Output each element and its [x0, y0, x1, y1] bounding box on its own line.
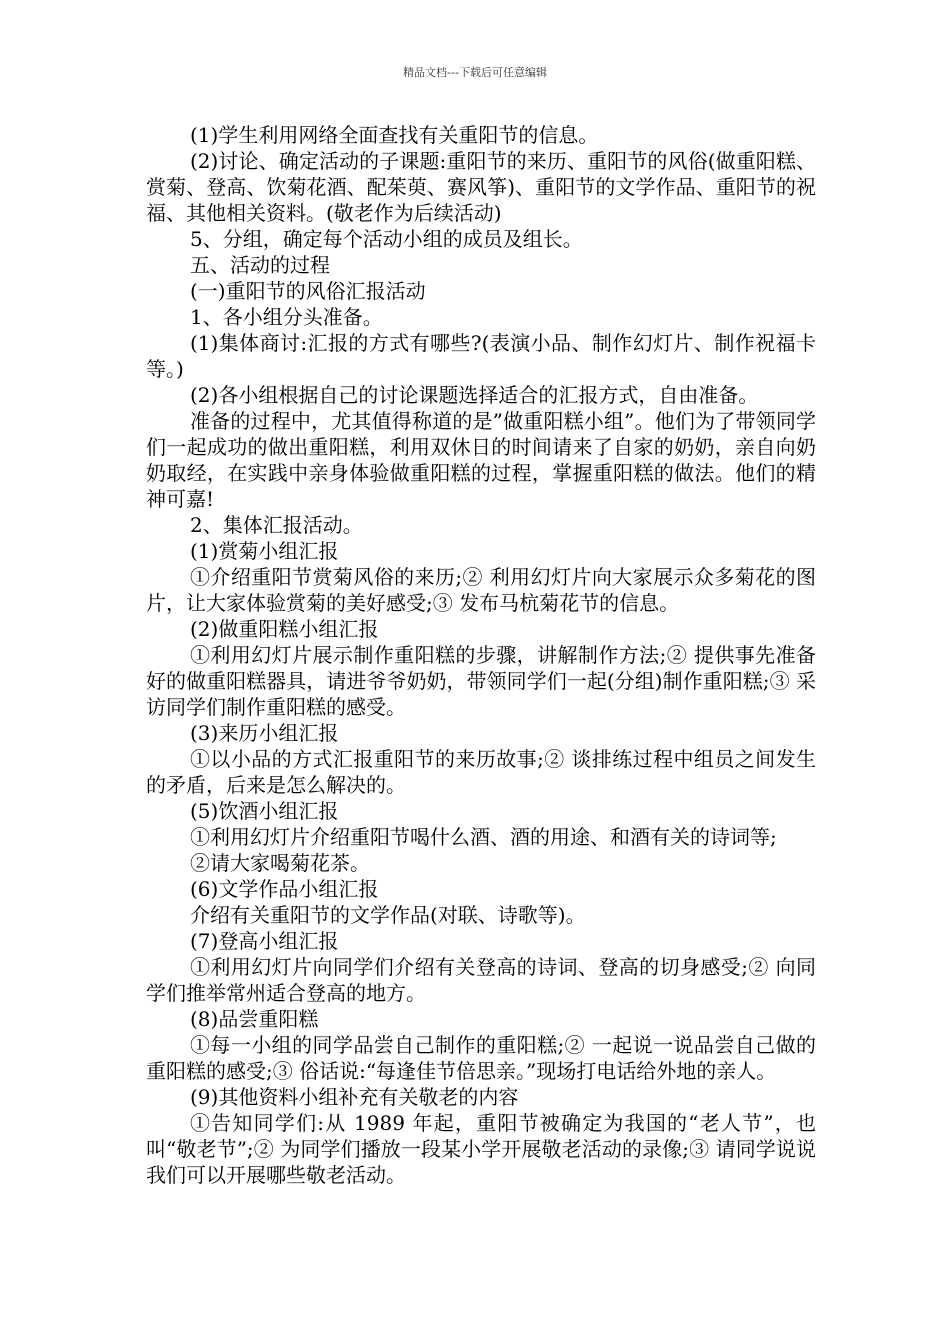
- paragraph: ①利用幻灯片展示制作重阳糕的步骤，讲解制作方法;② 提供事先准备好的做重阳糕器具，请进爷爷奶奶，带领同学们一起(分组)制作重阳糕;③ 采访同学们制作重阳糕的感受。: [146, 643, 816, 719]
- paragraph: ①以小品的方式汇报重阳节的来历故事;② 谈排练过程中组员之间发生的矛盾，后来是怎么解决的。: [146, 747, 816, 797]
- group-heading: (8)品尝重阳糕: [190, 1007, 319, 1031]
- paragraph: ①介绍重阳节赏菊风俗的来历;② 利用幻灯片向大家展示众多菊花的图片，让大家体验赏菊的美好感受;③ 发布马杭菊花节的信息。: [146, 565, 816, 615]
- paragraph: 准备的过程中，尤其值得称道的是”做重阳糕小组”。他们为了带领同学们一起成功的做出重阳糕，利用双休日的时间请来了自家的奶奶，亲自向奶奶取经，在实践中亲身体验做重阳糕的过程，掌握重阳糕的做法。他们的精神可嘉!: [146, 409, 816, 511]
- group-heading: (5)饮酒小组汇报: [190, 799, 339, 823]
- paragraph: ①利用幻灯片介绍重阳节喝什么酒、酒的用途、和酒有关的诗词等;: [190, 825, 777, 849]
- paragraph: 介绍有关重阳节的文学作品(对联、诗歌等)。: [190, 903, 586, 927]
- page-header: 精品文档---下载后可任意编辑: [403, 66, 547, 79]
- paragraph: (1)学生利用网络全面查找有关重阳节的信息。: [190, 123, 599, 147]
- paragraph: ①告知同学们:从 1989 年起，重阳节被确定为我国的“老人节”，也叫“敬老节”;② 为同学们播放一段某小学开展敬老活动的录像;③ 请同学说说我们可以开展哪些敬老活动。: [146, 1111, 816, 1187]
- paragraph: (2)各小组根据自己的讨论课题选择适合的汇报方式，自由准备。: [190, 383, 759, 407]
- group-heading: (1)赏菊小组汇报: [190, 539, 339, 563]
- group-heading: (9)其他资料小组补充有关敬老的内容: [190, 1085, 519, 1109]
- document-body: [146, 122, 816, 1188]
- section-heading: 五、活动的过程: [190, 253, 330, 277]
- paragraph: ②请大家喝菊花茶。: [190, 851, 370, 875]
- group-heading: (3)来历小组汇报: [190, 721, 339, 745]
- paragraph: (2)讨论、确定活动的子课题:重阳节的来历、重阳节的风俗(做重阳糕、赏菊、登高、饮菊花酒、配茱萸、赛风筝)、重阳节的文学作品、重阳节的祝福、其他相关资料。(敬老作为后续活动): [146, 149, 816, 225]
- paragraph: ①每一小组的同学品尝自己制作的重阳糕;② 一起说一说品尝自己做的重阳糕的感受;③ 俗话说:“每逢佳节倍思亲。”现场打电话给外地的亲人。: [146, 1033, 816, 1083]
- paragraph: 5、分组，确定每个活动小组的成员及组长。: [190, 227, 583, 251]
- paragraph: (1)集体商讨:汇报的方式有哪些?(表演小品、制作幻灯片、制作祝福卡等。): [146, 331, 816, 381]
- group-heading: (2)做重阳糕小组汇报: [190, 617, 379, 641]
- subsection-heading: (一)重阳节的风俗汇报活动: [190, 279, 426, 303]
- group-heading: (7)登高小组汇报: [190, 929, 339, 953]
- group-heading: (6)文学作品小组汇报: [190, 877, 379, 901]
- paragraph: ①利用幻灯片向同学们介绍有关登高的诗词、登高的切身感受;② 向同学们推举常州适合登高的地方。: [146, 955, 816, 1005]
- step-heading: 1、各小组分头准备。: [190, 305, 383, 329]
- step-heading: 2、集体汇报活动。: [190, 513, 363, 537]
